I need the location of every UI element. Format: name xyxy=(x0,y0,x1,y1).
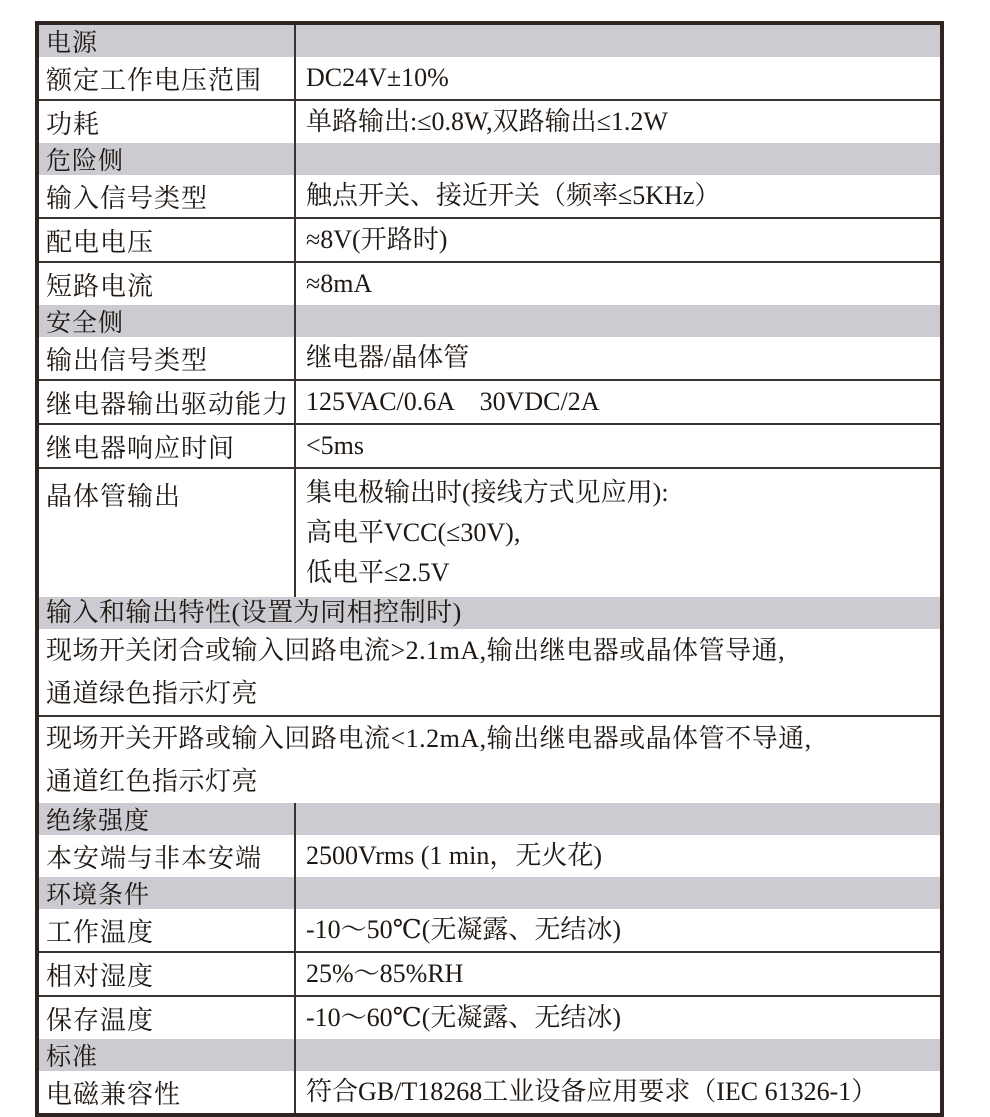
spec-value xyxy=(296,425,940,467)
spec-table xyxy=(35,21,944,1117)
spec-label: 相对湿度 xyxy=(39,953,296,995)
section-title: 电源 xyxy=(39,25,296,57)
spec-value-text: 符合GB/T18268工业设备应用要求（IEC 61326-1） xyxy=(306,1077,878,1106)
spec-row xyxy=(39,217,940,261)
spec-value-text: 25%～85%RH xyxy=(306,959,464,988)
section-header-row xyxy=(39,143,940,175)
spec-row xyxy=(39,175,940,217)
spec-value xyxy=(296,263,940,305)
spec-label: 晶体管输出 xyxy=(39,469,296,597)
note-line: 现场开关开路或输入回路电流<1.2mA,输出继电器或晶体管不导通, xyxy=(46,724,812,753)
spec-value xyxy=(296,337,940,379)
spec-value-text: DC24V±10% xyxy=(306,63,449,92)
section-header-row-full: 输入和输出特性(设置为同相控制时) xyxy=(39,597,940,629)
note-line: 现场开关闭合或输入回路电流>2.1mA,输出继电器或晶体管导通, xyxy=(46,636,786,665)
section-title: 安全侧 xyxy=(39,305,296,337)
spec-label: 保存温度 xyxy=(39,997,296,1039)
spec-value xyxy=(296,101,940,143)
spec-value-text: -10～50℃(无凝露、无结冰) xyxy=(306,915,622,944)
spec-value xyxy=(296,835,940,877)
spec-value-text: 单路输出:≤0.8W,双路输出≤1.2W xyxy=(306,107,668,136)
spec-row xyxy=(39,379,940,423)
note-line: 通道绿色指示灯亮 xyxy=(46,679,259,708)
spec-value-text: ≈8mA xyxy=(306,269,373,298)
spec-label: 短路电流 xyxy=(39,263,296,305)
spec-value-text: -10～60℃(无凝露、无结冰) xyxy=(306,1003,622,1032)
spec-label: 电磁兼容性 xyxy=(39,1071,296,1113)
spec-label: 额定工作电压范围 xyxy=(39,57,296,99)
section-empty-cell xyxy=(296,305,940,337)
spec-value-text: 125VAC/0.6A 30VDC/2A xyxy=(306,387,600,416)
section-title: 标准 xyxy=(39,1039,296,1071)
spec-value xyxy=(296,953,940,995)
section-empty-cell xyxy=(296,1039,940,1071)
spec-row xyxy=(39,99,940,143)
spec-value-text: <5ms xyxy=(306,431,365,460)
spec-label: 工作温度 xyxy=(39,909,296,951)
spec-row xyxy=(39,835,940,877)
section-header-row xyxy=(39,25,940,57)
spec-value xyxy=(296,57,940,99)
spec-value-text: 2500Vrms (1 min，无火花) xyxy=(306,841,602,870)
spec-value-line: 高电平VCC(≤30V), xyxy=(306,518,521,547)
spec-label: 继电器响应时间 xyxy=(39,425,296,467)
spec-value-text: 继电器/晶体管 xyxy=(306,343,470,372)
spec-row xyxy=(39,951,940,995)
spec-label: 输入信号类型 xyxy=(39,175,296,217)
spec-row xyxy=(39,995,940,1039)
note-row xyxy=(39,629,940,715)
spec-label: 输出信号类型 xyxy=(39,337,296,379)
section-title: 绝缘强度 xyxy=(39,803,296,835)
section-header-row xyxy=(39,1039,940,1071)
spec-value-text: 触点开关、接近开关（频率≤5KHz） xyxy=(306,181,721,210)
section-empty-cell xyxy=(296,25,940,57)
spec-value xyxy=(296,469,940,597)
section-header-row xyxy=(39,877,940,909)
spec-row xyxy=(39,467,940,597)
section-title: 环境条件 xyxy=(39,877,296,909)
section-empty-cell xyxy=(296,143,940,175)
spec-value-line: 集电极输出时(接线方式见应用): xyxy=(306,478,669,507)
spec-value-line: 低电平≤2.5V xyxy=(306,558,450,587)
section-empty-cell xyxy=(296,803,940,835)
spec-label: 功耗 xyxy=(39,101,296,143)
section-header-row xyxy=(39,803,940,835)
spec-row xyxy=(39,261,940,305)
spec-value xyxy=(296,381,940,423)
spec-value xyxy=(296,909,940,951)
spec-label: 继电器输出驱动能力 xyxy=(39,381,296,423)
spec-row xyxy=(39,337,940,379)
spec-value xyxy=(296,1071,940,1113)
spec-label: 配电电压 xyxy=(39,219,296,261)
spec-row xyxy=(39,909,940,951)
note-line: 通道红色指示灯亮 xyxy=(46,767,259,796)
spec-value-text: ≈8V(开路时) xyxy=(306,225,448,254)
section-empty-cell xyxy=(296,877,940,909)
section-header-row xyxy=(39,305,940,337)
spec-row xyxy=(39,57,940,99)
spec-value xyxy=(296,175,940,217)
spec-value xyxy=(296,997,940,1039)
spec-row xyxy=(39,1071,940,1113)
spec-label: 本安端与非本安端 xyxy=(39,835,296,877)
note-row xyxy=(39,715,940,803)
spec-value xyxy=(296,219,940,261)
spec-row xyxy=(39,423,940,467)
section-title: 危险侧 xyxy=(39,143,296,175)
